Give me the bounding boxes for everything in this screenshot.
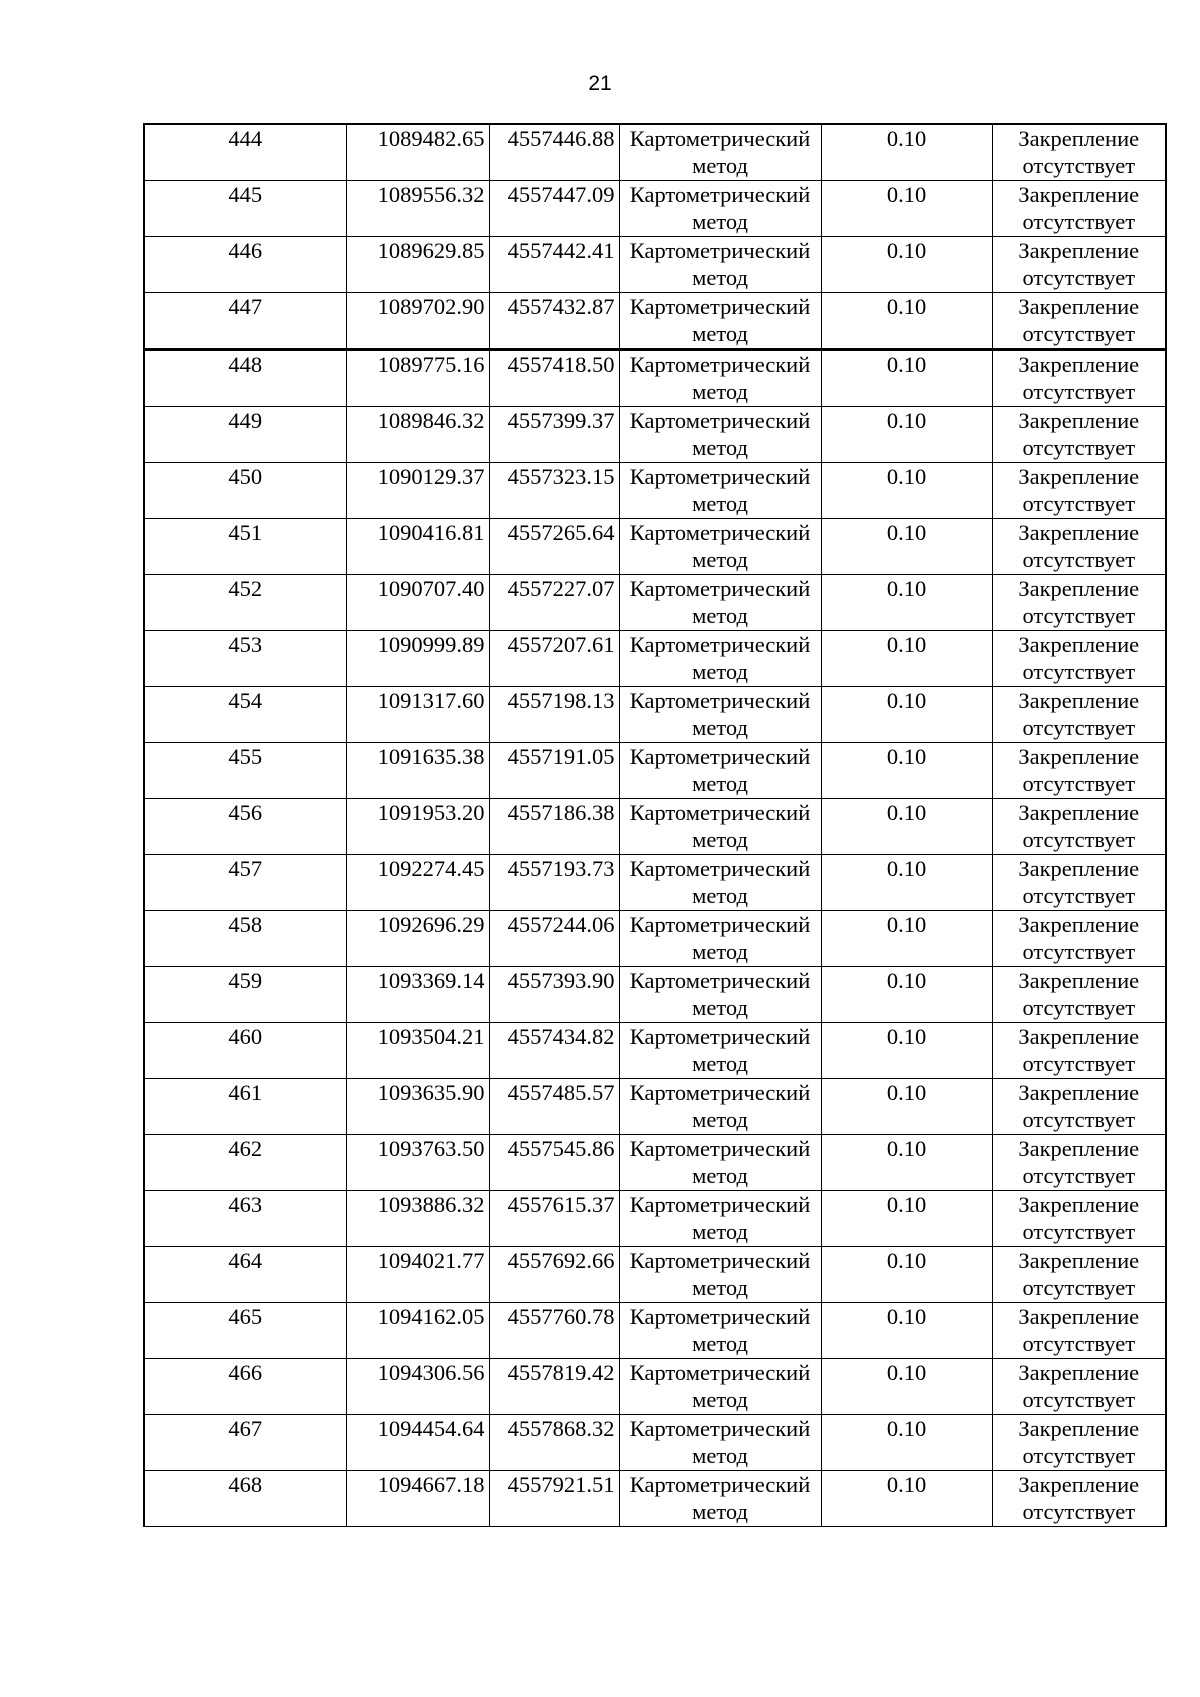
x-coordinate-cell: 1089482.65 [346,124,489,181]
x-coordinate-cell: 1091635.38 [346,743,489,799]
table-row [144,967,1166,1023]
method-cell [619,1247,821,1303]
method-line: метод [692,1499,748,1524]
y-coordinate-cell: 4557399.37 [489,407,619,463]
x-coordinate-cell: 1091953.20 [346,799,489,855]
fixing-line: Закрепление [1018,1248,1140,1273]
accuracy-cell: 0.10 [821,799,992,855]
fixing-line: отсутствует [1022,939,1136,964]
accuracy-cell: 0.10 [821,350,992,407]
method-line: Картометрический [629,1360,811,1385]
method-cell [619,967,821,1023]
fixing-line: отсутствует [1022,1387,1136,1412]
fixing-cell [992,1415,1166,1471]
method-cell [619,687,821,743]
method-line: Картометрический [629,576,811,601]
fixing-line: отсутствует [1022,547,1136,572]
y-coordinate-cell: 4557760.78 [489,1303,619,1359]
fixing-line: Закрепление [1018,968,1140,993]
y-coordinate-cell: 4557819.42 [489,1359,619,1415]
fixing-line: Закрепление [1018,1136,1140,1161]
method-cell [619,1415,821,1471]
x-coordinate-cell: 1093886.32 [346,1191,489,1247]
fixing-line: Закрепление [1018,464,1140,489]
table-row [144,407,1166,463]
fixing-line: отсутствует [1022,265,1136,290]
x-coordinate-cell: 1089775.16 [346,350,489,407]
fixing-cell [992,407,1166,463]
method-cell [619,181,821,237]
method-line: Картометрический [629,1472,811,1497]
method-cell [619,911,821,967]
method-line: метод [692,771,748,796]
method-line: метод [692,547,748,572]
x-coordinate-cell: 1090129.37 [346,463,489,519]
accuracy-cell: 0.10 [821,687,992,743]
method-line: Картометрический [629,1248,811,1273]
x-coordinate-cell: 1094667.18 [346,1471,489,1527]
method-line: метод [692,1051,748,1076]
method-cell [619,519,821,575]
point-number-cell: 462 [144,1135,346,1191]
y-coordinate-cell: 4557244.06 [489,911,619,967]
table-row [144,181,1166,237]
method-line: Картометрический [629,520,811,545]
fixing-line: отсутствует [1022,659,1136,684]
fixing-line: Закрепление [1018,352,1140,377]
table-row [144,1247,1166,1303]
method-line: Картометрический [629,1024,811,1049]
table-row [144,237,1166,293]
fixing-line: Закрепление [1018,294,1140,319]
method-line: Картометрический [629,912,811,937]
table-row [144,350,1166,407]
fixing-cell [992,1359,1166,1415]
y-coordinate-cell: 4557418.50 [489,350,619,407]
y-coordinate-cell: 4557868.32 [489,1415,619,1471]
table-row [144,911,1166,967]
accuracy-cell: 0.10 [821,1471,992,1527]
y-coordinate-cell: 4557921.51 [489,1471,619,1527]
method-cell [619,855,821,911]
method-line: метод [692,209,748,234]
y-coordinate-cell: 4557446.88 [489,124,619,181]
fixing-cell [992,237,1166,293]
fixing-line: Закрепление [1018,126,1140,151]
accuracy-cell: 0.10 [821,1415,992,1471]
table-row [144,124,1166,181]
fixing-line: отсутствует [1022,435,1136,460]
table-row [144,1303,1166,1359]
method-line: Картометрический [629,182,811,207]
accuracy-cell: 0.10 [821,1023,992,1079]
table-row [144,575,1166,631]
x-coordinate-cell: 1093763.50 [346,1135,489,1191]
coordinates-table [143,123,1167,1527]
x-coordinate-cell: 1090416.81 [346,519,489,575]
method-line: Картометрический [629,688,811,713]
x-coordinate-cell: 1094454.64 [346,1415,489,1471]
method-cell [619,743,821,799]
x-coordinate-cell: 1092696.29 [346,911,489,967]
point-number-cell: 464 [144,1247,346,1303]
point-number-cell: 458 [144,911,346,967]
method-cell [619,1471,821,1527]
fixing-cell [992,519,1166,575]
fixing-line: отсутствует [1022,771,1136,796]
method-line: Картометрический [629,632,811,657]
table-row [144,1191,1166,1247]
fixing-cell [992,575,1166,631]
method-line: метод [692,1331,748,1356]
accuracy-cell: 0.10 [821,631,992,687]
y-coordinate-cell: 4557198.13 [489,687,619,743]
fixing-line: Закрепление [1018,576,1140,601]
y-coordinate-cell: 4557323.15 [489,463,619,519]
y-coordinate-cell: 4557432.87 [489,293,619,350]
method-line: метод [692,883,748,908]
accuracy-cell: 0.10 [821,1079,992,1135]
fixing-line: отсутствует [1022,209,1136,234]
fixing-line: Закрепление [1018,182,1140,207]
fixing-cell [992,855,1166,911]
point-number-cell: 449 [144,407,346,463]
accuracy-cell: 0.10 [821,911,992,967]
method-line: метод [692,1107,748,1132]
fixing-line: Закрепление [1018,912,1140,937]
y-coordinate-cell: 4557545.86 [489,1135,619,1191]
method-cell [619,799,821,855]
fixing-line: отсутствует [1022,1443,1136,1468]
method-line: метод [692,1443,748,1468]
accuracy-cell: 0.10 [821,407,992,463]
method-line: Картометрический [629,800,811,825]
x-coordinate-cell: 1089702.90 [346,293,489,350]
fixing-cell [992,1303,1166,1359]
point-number-cell: 461 [144,1079,346,1135]
fixing-line: отсутствует [1022,827,1136,852]
point-number-cell: 452 [144,575,346,631]
fixing-cell [992,293,1166,350]
method-line: метод [692,379,748,404]
method-cell [619,350,821,407]
method-line: Картометрический [629,856,811,881]
method-line: Картометрический [629,352,811,377]
method-cell [619,1135,821,1191]
method-cell [619,407,821,463]
method-line: Картометрический [629,464,811,489]
fixing-line: отсутствует [1022,1163,1136,1188]
fixing-line: отсутствует [1022,321,1136,346]
table-row [144,293,1166,350]
method-cell [619,631,821,687]
x-coordinate-cell: 1090707.40 [346,575,489,631]
fixing-cell [992,1247,1166,1303]
method-line: Картометрический [629,238,811,263]
fixing-cell [992,687,1166,743]
y-coordinate-cell: 4557265.64 [489,519,619,575]
x-coordinate-cell: 1092274.45 [346,855,489,911]
fixing-line: Закрепление [1018,688,1140,713]
table-row [144,631,1166,687]
point-number-cell: 445 [144,181,346,237]
x-coordinate-cell: 1094162.05 [346,1303,489,1359]
point-number-cell: 447 [144,293,346,350]
fixing-cell [992,1079,1166,1135]
accuracy-cell: 0.10 [821,293,992,350]
y-coordinate-cell: 4557227.07 [489,575,619,631]
fixing-line: отсутствует [1022,1051,1136,1076]
table-body [144,124,1166,1527]
fixing-line: отсутствует [1022,995,1136,1020]
fixing-line: Закрепление [1018,408,1140,433]
fixing-line: отсутствует [1022,379,1136,404]
point-number-cell: 460 [144,1023,346,1079]
method-line: Картометрический [629,1192,811,1217]
method-line: метод [692,827,748,852]
fixing-line: отсутствует [1022,883,1136,908]
fixing-line: Закрепление [1018,1024,1140,1049]
method-cell [619,1023,821,1079]
fixing-line: отсутствует [1022,1331,1136,1356]
y-coordinate-cell: 4557193.73 [489,855,619,911]
fixing-cell [992,1471,1166,1527]
method-line: метод [692,995,748,1020]
fixing-line: отсутствует [1022,1107,1136,1132]
fixing-cell [992,1135,1166,1191]
y-coordinate-cell: 4557434.82 [489,1023,619,1079]
accuracy-cell: 0.10 [821,124,992,181]
point-number-cell: 467 [144,1415,346,1471]
x-coordinate-cell: 1094306.56 [346,1359,489,1415]
fixing-line: Закрепление [1018,1304,1140,1329]
method-line: Картометрический [629,294,811,319]
fixing-line: отсутствует [1022,1219,1136,1244]
y-coordinate-cell: 4557615.37 [489,1191,619,1247]
fixing-line: отсутствует [1022,1499,1136,1524]
fixing-line: Закрепление [1018,1192,1140,1217]
fixing-line: Закрепление [1018,1472,1140,1497]
table-row [144,1079,1166,1135]
method-line: метод [692,435,748,460]
y-coordinate-cell: 4557442.41 [489,237,619,293]
accuracy-cell: 0.10 [821,463,992,519]
y-coordinate-cell: 4557207.61 [489,631,619,687]
fixing-line: Закрепление [1018,856,1140,881]
fixing-line: Закрепление [1018,744,1140,769]
x-coordinate-cell: 1093369.14 [346,967,489,1023]
y-coordinate-cell: 4557186.38 [489,799,619,855]
table-row [144,1471,1166,1527]
method-cell [619,463,821,519]
table-row [144,855,1166,911]
y-coordinate-cell: 4557447.09 [489,181,619,237]
y-coordinate-cell: 4557393.90 [489,967,619,1023]
accuracy-cell: 0.10 [821,855,992,911]
x-coordinate-cell: 1089629.85 [346,237,489,293]
x-coordinate-cell: 1089846.32 [346,407,489,463]
method-line: метод [692,491,748,516]
y-coordinate-cell: 4557692.66 [489,1247,619,1303]
x-coordinate-cell: 1091317.60 [346,687,489,743]
method-cell [619,1191,821,1247]
point-number-cell: 459 [144,967,346,1023]
accuracy-cell: 0.10 [821,575,992,631]
point-number-cell: 451 [144,519,346,575]
accuracy-cell: 0.10 [821,1191,992,1247]
fixing-line: отсутствует [1022,1275,1136,1300]
table-row [144,1359,1166,1415]
method-line: Картометрический [629,744,811,769]
method-line: Картометрический [629,968,811,993]
method-cell [619,293,821,350]
table-row [144,1135,1166,1191]
point-number-cell: 466 [144,1359,346,1415]
method-line: метод [692,265,748,290]
accuracy-cell: 0.10 [821,1303,992,1359]
table-row [144,519,1166,575]
accuracy-cell: 0.10 [821,237,992,293]
accuracy-cell: 0.10 [821,1247,992,1303]
fixing-cell [992,631,1166,687]
fixing-cell [992,124,1166,181]
accuracy-cell: 0.10 [821,519,992,575]
point-number-cell: 454 [144,687,346,743]
fixing-line: отсутствует [1022,603,1136,628]
table-row [144,1023,1166,1079]
method-cell [619,124,821,181]
point-number-cell: 456 [144,799,346,855]
accuracy-cell: 0.10 [821,743,992,799]
point-number-cell: 465 [144,1303,346,1359]
method-line: Картометрический [629,408,811,433]
accuracy-cell: 0.10 [821,967,992,1023]
method-line: Картометрический [629,1080,811,1105]
fixing-line: Закрепление [1018,238,1140,263]
y-coordinate-cell: 4557485.57 [489,1079,619,1135]
point-number-cell: 455 [144,743,346,799]
method-cell [619,237,821,293]
method-line: метод [692,1275,748,1300]
method-line: Картометрический [629,1136,811,1161]
method-line: Картометрический [629,1416,811,1441]
fixing-line: Закрепление [1018,1360,1140,1385]
method-line: метод [692,153,748,178]
fixing-line: Закрепление [1018,800,1140,825]
fixing-cell [992,1023,1166,1079]
point-number-cell: 448 [144,350,346,407]
accuracy-cell: 0.10 [821,1135,992,1191]
table-row [144,463,1166,519]
page-number: 21 [588,72,612,95]
fixing-cell [992,350,1166,407]
table-row [144,1415,1166,1471]
point-number-cell: 444 [144,124,346,181]
fixing-line: отсутствует [1022,491,1136,516]
table-row [144,743,1166,799]
point-number-cell: 446 [144,237,346,293]
point-number-cell: 463 [144,1191,346,1247]
method-line: метод [692,1387,748,1412]
y-coordinate-cell: 4557191.05 [489,743,619,799]
fixing-line: Закрепление [1018,1416,1140,1441]
point-number-cell: 468 [144,1471,346,1527]
accuracy-cell: 0.10 [821,181,992,237]
method-line: метод [692,939,748,964]
method-line: метод [692,603,748,628]
method-line: метод [692,1163,748,1188]
fixing-cell [992,1191,1166,1247]
method-line: метод [692,659,748,684]
point-number-cell: 450 [144,463,346,519]
method-cell [619,1359,821,1415]
fixing-cell [992,799,1166,855]
method-cell [619,1079,821,1135]
point-number-cell: 457 [144,855,346,911]
table-row [144,687,1166,743]
x-coordinate-cell: 1093635.90 [346,1079,489,1135]
x-coordinate-cell: 1094021.77 [346,1247,489,1303]
fixing-cell [992,911,1166,967]
method-line: метод [692,715,748,740]
fixing-cell [992,967,1166,1023]
point-number-cell: 453 [144,631,346,687]
x-coordinate-cell: 1089556.32 [346,181,489,237]
fixing-cell [992,743,1166,799]
fixing-line: отсутствует [1022,153,1136,178]
method-line: Картометрический [629,1304,811,1329]
accuracy-cell: 0.10 [821,1359,992,1415]
fixing-line: Закрепление [1018,632,1140,657]
fixing-cell [992,181,1166,237]
method-cell [619,575,821,631]
x-coordinate-cell: 1090999.89 [346,631,489,687]
method-line: метод [692,321,748,346]
method-line: Картометрический [629,126,811,151]
table-row [144,799,1166,855]
method-cell [619,1303,821,1359]
x-coordinate-cell: 1093504.21 [346,1023,489,1079]
fixing-cell [992,463,1166,519]
method-line: метод [692,1219,748,1244]
fixing-line: Закрепление [1018,1080,1140,1105]
fixing-line: Закрепление [1018,520,1140,545]
fixing-line: отсутствует [1022,715,1136,740]
